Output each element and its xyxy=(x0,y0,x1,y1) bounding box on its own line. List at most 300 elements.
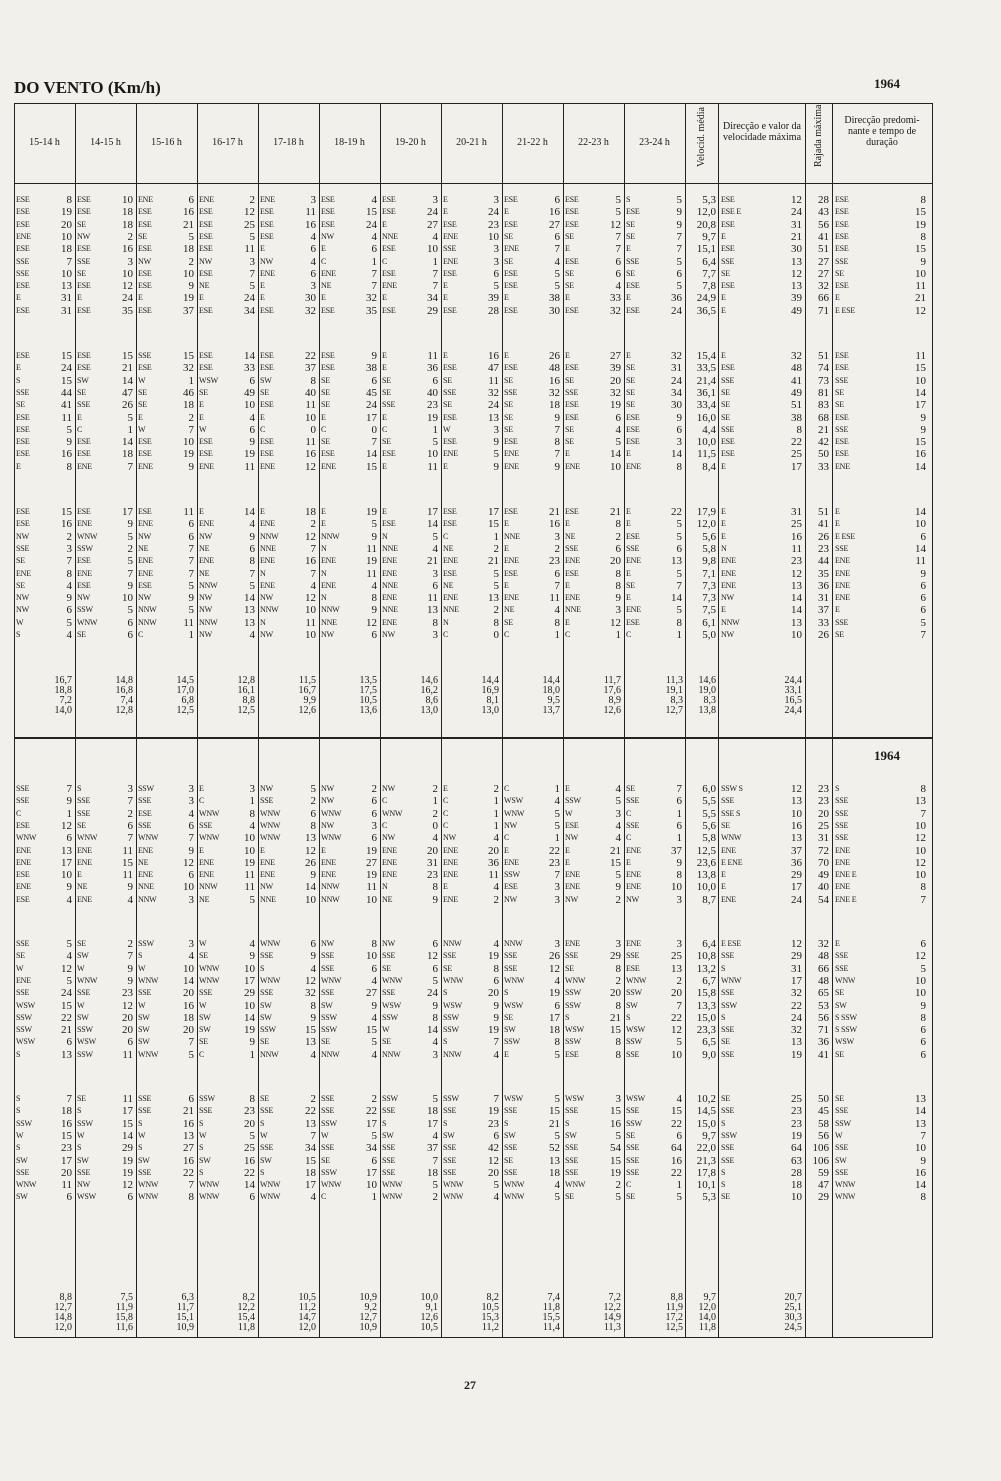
direction: C xyxy=(77,424,83,434)
speed: 24 xyxy=(427,206,438,219)
max-direction: ENE xyxy=(721,580,736,590)
mean-velocity: 15,0 xyxy=(696,1117,716,1130)
summary-value: 12,7 xyxy=(665,705,683,716)
speed: 8 xyxy=(493,616,499,629)
speed: 36 xyxy=(427,362,438,375)
summary-value: 9,7 xyxy=(703,1292,716,1303)
speed: 2 xyxy=(615,893,621,906)
direction: WNW xyxy=(199,975,220,985)
speed: 7 xyxy=(66,255,72,268)
column-divider xyxy=(197,103,198,1338)
direction: ENE xyxy=(382,593,397,603)
direction: ENE xyxy=(382,857,397,867)
direction: WNW xyxy=(565,1180,586,1190)
direction: ESE xyxy=(16,351,30,360)
speed: 27 xyxy=(366,856,377,869)
direction: NE xyxy=(565,531,576,541)
speed: 6 xyxy=(188,518,194,531)
max-direction: S xyxy=(721,1167,726,1177)
direction: SSE xyxy=(16,796,30,806)
direction: ESE xyxy=(16,437,30,447)
direction: SSE xyxy=(382,1155,396,1165)
speed: 6 xyxy=(371,1154,377,1167)
speed: 10 xyxy=(305,411,316,424)
direction: ENE xyxy=(504,556,519,566)
max-velocity: 31 xyxy=(791,506,802,518)
speed: 39 xyxy=(488,292,499,305)
summary-value: 14,5 xyxy=(176,675,194,686)
direction: ESE xyxy=(77,556,91,566)
summary-value: 6,3 xyxy=(181,1292,194,1303)
direction: NW xyxy=(199,605,212,615)
direction: ESE xyxy=(504,507,518,516)
speed: 13 xyxy=(488,592,499,605)
direction: ESE xyxy=(199,363,213,373)
direction: ESE xyxy=(443,412,457,422)
speed: 26 xyxy=(549,350,560,362)
speed: 5 xyxy=(493,280,499,293)
speed: 24 xyxy=(427,987,438,1000)
speed: 7 xyxy=(493,1093,499,1105)
speed: 2 xyxy=(432,807,438,820)
duration: 6 xyxy=(920,1048,926,1061)
speed: 4 xyxy=(310,255,316,268)
duration: 8 xyxy=(920,1191,926,1204)
speed: 47 xyxy=(488,362,499,375)
direction: SE xyxy=(321,1155,330,1165)
speed: 7 xyxy=(66,783,72,795)
direction: SSE xyxy=(321,1094,335,1103)
direction: ENE xyxy=(260,461,275,471)
summary-value: 20,7 xyxy=(784,1292,802,1303)
speed: 7 xyxy=(493,1036,499,1049)
speed: 8 xyxy=(615,567,621,580)
mean-velocity: 9,7 xyxy=(702,230,716,243)
speed: 5 xyxy=(371,1129,377,1142)
mean-velocity: 9,0 xyxy=(702,1048,716,1061)
direction: S xyxy=(626,1012,631,1022)
max-velocity: 22 xyxy=(791,436,802,449)
column-header-direccao_pred: Direcção predomi- nante e tempo de duração xyxy=(844,115,920,148)
table-row xyxy=(14,362,933,374)
speed: 9 xyxy=(493,999,499,1012)
direction: SW xyxy=(321,1000,333,1010)
gust: 21 xyxy=(818,423,829,436)
duration: 10 xyxy=(915,844,926,857)
mean-velocity: 17,9 xyxy=(696,506,716,518)
speed: 6 xyxy=(554,567,560,580)
direction: SW xyxy=(565,1130,577,1140)
gust: 31 xyxy=(818,592,829,605)
table-row xyxy=(14,869,933,881)
max-velocity: 32 xyxy=(791,1024,802,1037)
speed: 1 xyxy=(554,629,560,641)
speed: 13 xyxy=(549,1154,560,1167)
speed: 31 xyxy=(61,292,72,305)
speed: 9 xyxy=(249,1036,255,1049)
direction: SE xyxy=(321,387,330,397)
speed: 11 xyxy=(366,881,377,894)
direction: NNE xyxy=(382,543,398,553)
speed: 12 xyxy=(305,460,316,473)
direction: N xyxy=(260,617,266,627)
direction: SW xyxy=(16,1192,28,1202)
max-velocity: 24 xyxy=(791,893,802,906)
speed: 22 xyxy=(183,1166,194,1179)
summary-value: 8,1 xyxy=(486,695,499,706)
predominant-direction: ENE xyxy=(835,580,850,590)
direction: SSE xyxy=(626,543,640,553)
page-number: 27 xyxy=(464,1378,476,1392)
predominant-direction: ESE xyxy=(835,437,849,447)
direction: NNE xyxy=(321,617,337,627)
summary-value: 12,8 xyxy=(115,705,133,716)
gust: 43 xyxy=(818,206,829,219)
speed: 16 xyxy=(183,1117,194,1130)
direction: SSE xyxy=(138,351,152,360)
column-header-hour: 16-17 h xyxy=(212,137,243,148)
direction: SSE xyxy=(382,1143,396,1153)
direction: ESE xyxy=(443,568,457,578)
speed: 10 xyxy=(366,1179,377,1192)
direction: ENE xyxy=(626,556,641,566)
predominant-direction: SSE xyxy=(835,617,849,627)
speed: 5 xyxy=(432,974,438,987)
direction: ESE xyxy=(321,363,335,373)
max-velocity: 29 xyxy=(791,950,802,963)
max-direction: S xyxy=(721,1118,726,1128)
speed: 15 xyxy=(122,350,133,362)
direction: ESE xyxy=(138,449,152,459)
table-row xyxy=(14,950,933,962)
direction: NW xyxy=(504,820,517,830)
speed: 21 xyxy=(549,506,560,518)
column-divider xyxy=(832,103,833,1338)
direction: SW xyxy=(138,1037,150,1047)
direction: N xyxy=(382,882,388,892)
table-row xyxy=(14,506,933,518)
direction: SE xyxy=(77,219,86,229)
predominant-direction: WNW xyxy=(835,975,856,985)
direction: ESE xyxy=(626,424,640,434)
direction: SSW xyxy=(321,1025,337,1035)
speed: 15 xyxy=(305,1154,316,1167)
table-row xyxy=(14,518,933,530)
speed: 6 xyxy=(249,1191,255,1204)
direction: E xyxy=(443,293,448,303)
gust: 42 xyxy=(818,436,829,449)
table-row xyxy=(14,987,933,999)
direction: SE xyxy=(626,219,635,229)
summary-value: 24,5 xyxy=(784,1322,802,1333)
speed: 54 xyxy=(610,1142,621,1155)
max-direction: SSE xyxy=(721,256,735,266)
summary-value: 11,9 xyxy=(665,1302,683,1313)
predominant-direction: SSE xyxy=(835,833,849,843)
direction: WNW xyxy=(77,617,98,627)
direction: ESE xyxy=(565,207,579,217)
direction: S xyxy=(16,375,21,385)
direction: WNW xyxy=(138,1192,159,1202)
max-direction: E xyxy=(721,882,726,892)
speed: 29 xyxy=(122,1142,133,1155)
speed: 13 xyxy=(427,604,438,617)
table-row xyxy=(14,399,933,411)
duration: 15 xyxy=(915,436,926,449)
direction: S xyxy=(16,1106,21,1116)
speed: 36 xyxy=(488,856,499,869)
speed: 9 xyxy=(66,795,72,808)
direction: ESE xyxy=(16,244,30,254)
direction: SSE xyxy=(77,988,91,998)
speed: 4 xyxy=(66,950,72,963)
summary-value: 16,1 xyxy=(237,685,255,696)
speed: 27 xyxy=(183,1142,194,1155)
gust: 36 xyxy=(818,1036,829,1049)
speed: 8 xyxy=(432,616,438,629)
speed: 24 xyxy=(366,218,377,231)
speed: 7 xyxy=(188,542,194,555)
direction: SE xyxy=(16,400,25,410)
direction: S xyxy=(565,1118,570,1128)
speed: 12 xyxy=(61,819,72,832)
gust: 81 xyxy=(818,386,829,399)
max-direction: E xyxy=(721,605,726,615)
direction: ESE xyxy=(443,507,457,516)
direction: E xyxy=(626,449,631,459)
direction: E xyxy=(443,784,448,793)
speed: 33 xyxy=(610,292,621,305)
direction: SE xyxy=(443,400,452,410)
speed: 7 xyxy=(554,869,560,882)
speed: 17 xyxy=(427,1117,438,1130)
direction: ENE xyxy=(443,449,458,459)
mean-velocity: 12,0 xyxy=(696,518,716,531)
speed: 9 xyxy=(127,962,133,975)
direction: S xyxy=(138,951,143,961)
speed: 19 xyxy=(488,950,499,963)
direction: ESE xyxy=(321,351,335,360)
speed: 2 xyxy=(676,974,682,987)
predominant-direction: SSE xyxy=(835,820,849,830)
direction: SSE xyxy=(16,1167,30,1177)
direction: E xyxy=(443,281,448,291)
direction: E xyxy=(626,351,631,360)
direction: SW xyxy=(260,1012,272,1022)
summary-value: 13,8 xyxy=(698,705,716,716)
max-direction: SSE xyxy=(721,1155,735,1165)
direction: E xyxy=(321,519,326,529)
speed: 8 xyxy=(554,436,560,449)
speed: 2 xyxy=(615,530,621,543)
speed: 11 xyxy=(244,881,255,894)
direction: SSW xyxy=(565,796,581,806)
max-direction: ESE xyxy=(721,281,735,291)
direction: SSE xyxy=(626,1049,640,1059)
direction: SSW xyxy=(626,1118,642,1128)
max-velocity: 16 xyxy=(791,819,802,832)
speed: 15 xyxy=(61,999,72,1012)
speed: 6 xyxy=(188,1093,194,1105)
speed: 38 xyxy=(366,362,377,375)
duration: 7 xyxy=(920,629,926,641)
speed: 21 xyxy=(549,1117,560,1130)
max-velocity: 10 xyxy=(791,807,802,820)
speed: 17 xyxy=(244,974,255,987)
speed: 6 xyxy=(127,629,133,641)
speed: 8 xyxy=(615,962,621,975)
speed: 7 xyxy=(66,1093,72,1105)
speed: 4 xyxy=(554,974,560,987)
direction: NE xyxy=(443,543,454,553)
speed: 15 xyxy=(366,1024,377,1037)
direction: E xyxy=(443,195,448,204)
speed: 11 xyxy=(427,350,438,362)
direction: N xyxy=(260,568,266,578)
max-velocity: 24 xyxy=(791,206,802,219)
direction: SE xyxy=(260,1094,269,1103)
speed: 1 xyxy=(188,374,194,387)
gust: 25 xyxy=(818,819,829,832)
direction: ESE xyxy=(565,256,579,266)
table-row xyxy=(14,938,933,950)
direction: ENE xyxy=(565,593,580,603)
direction: SSE xyxy=(565,1143,579,1153)
speed: 5 xyxy=(188,230,194,243)
speed: 17 xyxy=(61,1154,72,1167)
max-velocity: 32 xyxy=(791,987,802,1000)
speed: 10 xyxy=(488,230,499,243)
direction: ESE xyxy=(138,363,152,373)
max-velocity: 38 xyxy=(791,411,802,424)
speed: 7 xyxy=(676,579,682,592)
gust: 31 xyxy=(818,832,829,845)
max-direction: E ENE xyxy=(721,857,743,867)
column-divider xyxy=(75,103,76,1338)
speed: 6 xyxy=(615,542,621,555)
speed: 18 xyxy=(183,399,194,412)
max-direction: WNW xyxy=(721,833,742,843)
predominant-direction: SSE xyxy=(835,808,849,818)
direction: E xyxy=(565,519,570,529)
column-header-hour: 15-14 h xyxy=(29,137,60,148)
speed: 3 xyxy=(249,783,255,795)
table-row xyxy=(14,543,933,555)
direction: SSW xyxy=(504,1037,520,1047)
direction: NNW xyxy=(199,617,218,627)
speed: 5 xyxy=(127,530,133,543)
speed: 16 xyxy=(610,1117,621,1130)
speed: 3 xyxy=(310,280,316,293)
direction: ESE xyxy=(77,244,91,254)
direction: SE xyxy=(504,375,513,385)
speed: 21 xyxy=(610,1011,621,1024)
speed: 8 xyxy=(676,869,682,882)
direction: E xyxy=(626,568,631,578)
summary-value: 12,0 xyxy=(54,1322,72,1333)
speed: 5 xyxy=(66,616,72,629)
speed: 7 xyxy=(127,460,133,473)
direction: SSE xyxy=(77,808,91,818)
speed: 5 xyxy=(676,530,682,543)
direction: ESE xyxy=(199,351,213,360)
summary-value: 16,2 xyxy=(420,685,438,696)
gust: 47 xyxy=(818,1179,829,1192)
speed: 4 xyxy=(249,938,255,950)
direction: E xyxy=(565,244,570,254)
speed: 23 xyxy=(244,1105,255,1118)
speed: 20 xyxy=(610,374,621,387)
direction: ESE xyxy=(565,219,579,229)
table-row xyxy=(14,963,933,975)
speed: 9 xyxy=(676,218,682,231)
mean-velocity: 20,8 xyxy=(696,218,716,231)
summary-value: 8,3 xyxy=(703,695,716,706)
direction: SSE xyxy=(626,1106,640,1116)
direction: SE xyxy=(16,951,25,961)
max-direction: SSE xyxy=(721,951,735,961)
direction: ESE xyxy=(443,363,457,373)
mean-velocity: 8,7 xyxy=(702,893,716,906)
direction: C xyxy=(565,630,571,639)
summary-value: 8,9 xyxy=(608,695,621,706)
mean-velocity: 5,3 xyxy=(702,1191,716,1204)
direction: S xyxy=(199,1167,204,1177)
direction: NW xyxy=(260,256,273,266)
direction: ENE xyxy=(138,870,153,880)
speed: 9 xyxy=(249,950,255,963)
direction: ESE xyxy=(138,305,152,315)
speed: 9 xyxy=(310,1011,316,1024)
column-divider xyxy=(563,103,564,1338)
direction: SW xyxy=(77,375,89,385)
direction: ENE xyxy=(382,568,397,578)
speed: 27 xyxy=(549,218,560,231)
direction: SSW xyxy=(626,988,642,998)
table-row xyxy=(14,629,933,641)
direction: E xyxy=(321,293,326,303)
direction: S xyxy=(16,1049,21,1059)
gust: 32 xyxy=(818,938,829,950)
direction: ENE xyxy=(199,857,214,867)
duration: 6 xyxy=(920,1036,926,1049)
direction: NW xyxy=(321,820,334,830)
direction: SE xyxy=(565,963,574,973)
direction: N xyxy=(321,543,327,553)
speed: 14 xyxy=(671,592,682,605)
direction: ENE xyxy=(260,870,275,880)
summary-value: 7,4 xyxy=(120,695,133,706)
speed: 11 xyxy=(366,567,377,580)
speed: 30 xyxy=(305,292,316,305)
direction: NNW xyxy=(199,580,218,590)
direction: ESE xyxy=(382,268,396,278)
direction: WNW xyxy=(260,939,281,948)
direction: SW xyxy=(16,1155,28,1165)
direction: ESE xyxy=(16,305,30,315)
speed: 2 xyxy=(127,230,133,243)
speed: 16 xyxy=(244,1154,255,1167)
speed: 29 xyxy=(427,304,438,317)
max-direction: E xyxy=(721,293,726,303)
max-velocity: 49 xyxy=(791,386,802,399)
gust: 73 xyxy=(818,374,829,387)
duration: 10 xyxy=(915,1142,926,1155)
direction: ENE xyxy=(321,580,336,590)
max-direction: SE xyxy=(721,1094,730,1103)
direction: S xyxy=(199,1118,204,1128)
speed: 8 xyxy=(249,555,255,568)
